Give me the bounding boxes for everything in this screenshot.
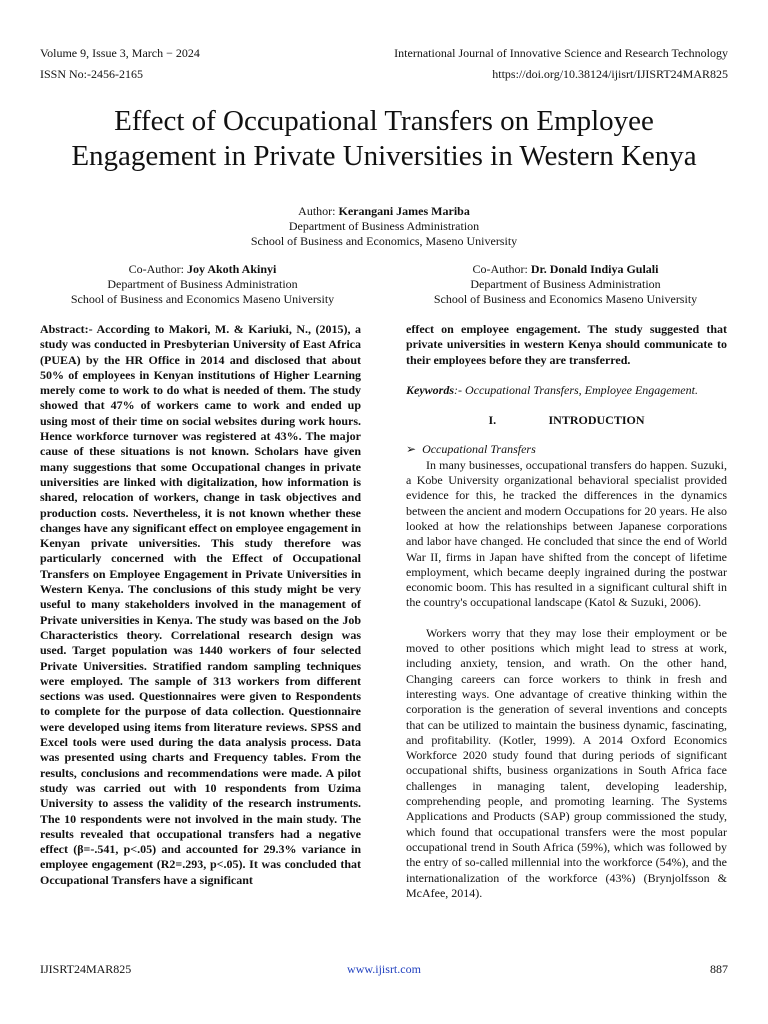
doi-link[interactable]: https://doi.org/10.38124/ijisrt/IJISRT24MAR825 (492, 67, 728, 81)
abstract-text: Abstract:- According to Makori, M. & Kariuki, N., (2015), a study was conducted in Presbyterian University of East Africa (PUEA) by the HR Office in 2014 and disclosed that about 50% of employees in Kenyan institutions of Higher Learning merely come to work to do what is needed of them. The study showed that 47% of workers came to work and ended up using most of their time on social websites during work hours. Hence workforce turnover was registered at 43%. The major cause of these situations is not known. Scholars have given many suggestions that some Occupational changes in private universities are linked with digitalization, how information is shared, relocation of workers, change in task objectives and production costs. Nevertheless, it is not known whether these changes have any significant effect on employee engagement in Kenyan private universities. This study therefore was particularly concerned with the Effect of Occupational Transfers on Employee Engagement in Private Universities in Western Kenya. The conclusions of this study might be very useful to many stakeholders involved in the management of Private universities in Kenya. The study was based on the Job Characteristics theory. Correlational research design was used. Target population was 1440 workers of four selected Private Universities. Stratified random sampling techniques were employed. The sample of 313 workers from different sections was used. Questionnaires were given to Respondents to complete for the purpose of data collection. Questionnaire were developed using items from literature reviews. SPSS and Excel tools were used during the data analysis process. Data was presented using charts and Frequency tables. From the results, conclusions and recommendations were made. A pilot study was carried out with 10 respondents from Uzima University to assess the validity of the research instruments. The 10 respondents were not involved in the main study. The results revealed that occupational transfers had a negative effect (β=-.541, p<.05) and accounted for 29.3% variance in employee engagement (R2=.293, p<.05). It was concluded that Occupational Transfers have a significant (40, 322, 361, 887)
author-department: Department of Business Administration (288, 219, 480, 233)
issn: ISSN No:-2456-2165 (40, 67, 144, 81)
section-heading (406, 413, 727, 428)
section-number: I. (488, 413, 497, 428)
author-block (40, 204, 728, 249)
header-row-2 (40, 67, 728, 82)
paragraph-2: Workers worry that they may lose their employment or be moved to other positions which might lead to stress at work, including anxiety, tension, and wrath. On the other hand, Changing careers can force workers to think in fresh and interesting ways. One advantage of creative thinking within the corporation is the generation of several inventions and concepts that can be utilized to maintain the business dynamic, fascinating, and profitability. (Kotler, 1999). A 2014 Oxford Economics Workforce 2020 study found that during periods of significant occupational shifts, business organizations in South Africa face challenges in managing talent, developing leadership, comprehending people, and promoting learning. The Systems Applications and Products (SAP) group commissioned the study, which found that occupational transfers were the most popular occupational trend in South Africa (59%), which was followed by the entry of so-called millennial into the workforce (54%), and the internationalization of the workforce (43%) (Brynjolfsson & McAfee, 2014). (406, 625, 727, 900)
header-row-1 (40, 46, 728, 61)
coauthor1-prefix: Co-Author: (128, 262, 187, 276)
author-prefix: Author: (298, 204, 339, 218)
journal-name: International Journal of Innovative Science and Research Technology (394, 46, 728, 60)
coauthor-block-1 (40, 262, 365, 307)
coauthor2-school: School of Business and Economics Maseno University (433, 292, 698, 306)
right-column (406, 322, 727, 901)
coauthor2-line (403, 262, 728, 277)
paragraph-1: In many businesses, occupational transfers do happen. Suzuki, a Kobe University organizational behavioral specialist provided evidence for this, he tracked the differences in the dynamics between the ancient and modern Occupations for 20 years. He also looked at how the relationships between Japanese corporations and labor have changed. He concluded that since the end of World War II, firms in Japan have shifted from the concept of lifetime employment, which became deeply ingrained during the postwar economic boom. This has resulted in a significant cultural shift in the country's occupational landscape (Katol & Suzuki, 2006). (406, 457, 727, 610)
coauthor-block-2 (403, 262, 728, 307)
section-title: INTRODUCTION (548, 413, 645, 428)
abstract-continuation: effect on employee engagement. The study suggested that private universities in western Kenya should communicate to their employees before they are transferred. (406, 322, 727, 367)
coauthor1-name: Joy Akoth Akinyi (186, 262, 277, 276)
subheading (406, 442, 727, 457)
keywords-text: :- Occupational Transfers, Employee Engagement. (454, 382, 698, 397)
author-name: Kerangani James Mariba (338, 204, 470, 218)
coauthor1-line (40, 262, 365, 277)
keywords (406, 383, 727, 398)
coauthor1-department: Department of Business Administration (107, 277, 298, 291)
author-school: School of Business and Economics, Maseno University (250, 234, 518, 248)
keywords-label: Keywords (406, 382, 454, 397)
footer-paper-id: IJISRT24MAR825 (40, 962, 132, 976)
subheading-text: Occupational Transfers (422, 442, 536, 457)
footer-website-link[interactable]: www.ijisrt.com (347, 962, 421, 976)
page-footer (40, 962, 728, 977)
author-line (40, 204, 728, 219)
coauthor2-name: Dr. Donald Indiya Gulali (530, 262, 659, 276)
page-number: 887 (710, 962, 728, 976)
arrow-bullet-icon: ➢ (406, 442, 417, 457)
paper-title: Effect of Occupational Transfers on Employee Engagement in Private Universities in Western Kenya (71, 105, 697, 172)
coauthor2-department: Department of Business Administration (470, 277, 661, 291)
coauthor1-school: School of Business and Economics Maseno University (70, 292, 335, 306)
coauthor2-prefix: Co-Author: (472, 262, 531, 276)
volume-info: Volume 9, Issue 3, March − 2024 (40, 46, 200, 60)
left-column (40, 322, 361, 888)
